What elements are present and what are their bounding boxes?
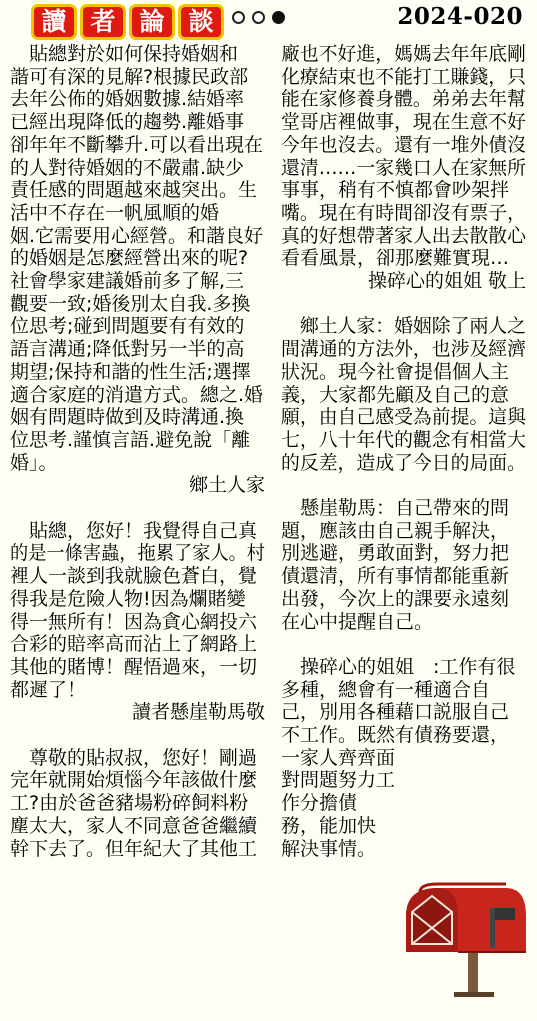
text-line: 塵太大，家人不同意爸爸繼續 xyxy=(10,814,258,837)
letter-text xyxy=(10,747,265,861)
text-line: 真的好想帶著家人出去散散心 xyxy=(281,224,527,247)
text-line: 義，大家都先顧及自己的意 xyxy=(281,383,510,406)
text-line: 社會學家建議婚前多了解,三 xyxy=(10,270,245,293)
text-line: 姻.它需要用心經營。和諧良好 xyxy=(10,224,264,247)
text-line: 姻有問題時做到及時溝通.換 xyxy=(10,406,245,429)
text-line: 期望;保持和諧的性生活;選擇 xyxy=(10,360,251,383)
letter-signature: 鄉土人家 xyxy=(188,474,265,497)
reply-text xyxy=(281,315,526,474)
text-line: 別逃避，勇敢面對，努力把 xyxy=(281,542,510,565)
issue-number: 2024-020 xyxy=(397,3,523,30)
text-line: 的反差，造成了今日的局面。 xyxy=(281,451,527,474)
text-line: 觀要一致;婚後別太自我.多換 xyxy=(10,292,251,315)
column-header xyxy=(0,0,537,40)
letter-text xyxy=(10,520,265,702)
text-line: 債還清，所有事情都能重新 xyxy=(281,565,510,588)
text-line: 活中不存在一帆風順的婚 xyxy=(10,201,220,224)
text-line: 嘴。現在有時間卻沒有票子， xyxy=(281,201,527,224)
text-line: 七，八十年代的觀念有相當大 xyxy=(281,428,527,451)
text-line: 題，應該由自己親手解決， xyxy=(281,519,510,542)
text-line: 一家人齊齊面 xyxy=(281,746,396,769)
title-char-badge: 讀 xyxy=(31,4,77,40)
text-line: 鄉土人家：婚姻除了兩人之 xyxy=(281,315,527,338)
right-column xyxy=(281,43,526,860)
text-line: 解決事情。 xyxy=(281,837,377,860)
text-line: 狀況。現今社會提倡個人主 xyxy=(281,360,510,383)
text-line: 操碎心的姐姐 :工作有很 xyxy=(281,655,516,678)
text-line: 位思考.謹慎言語.避免說「離 xyxy=(10,428,251,451)
reply-text xyxy=(281,656,526,860)
letter-signature: 讀者懸崖勒馬敬 xyxy=(131,701,265,724)
text-line: 貼總，您好！我覺得自己真 xyxy=(10,519,258,542)
left-column xyxy=(10,43,265,860)
text-line: 懸崖勒馬：自己帶來的問 xyxy=(281,497,510,520)
text-line: 卻年年不斷攀升.可以看出現在 xyxy=(10,133,264,156)
text-line: 不工作。既然有債務要還， xyxy=(281,724,510,747)
letter-text xyxy=(281,43,526,270)
mailbox-flag-pole xyxy=(490,908,495,948)
text-line: 堂哥店裡做事，現在生意不好 xyxy=(281,111,527,134)
text-line: 幹下去了。但年紀大了其他工 xyxy=(10,837,258,860)
text-line: 位思考;碰到問題要有有效的 xyxy=(10,315,245,338)
text-line: 務，能加快 xyxy=(281,814,377,837)
hollow-circle-icon xyxy=(252,11,265,24)
text-line: 去年公佈的婚姻數據.結婚率 xyxy=(10,88,245,111)
text-line: 還清……一家幾口人在家無所 xyxy=(281,156,527,179)
letter-signature: 操碎心的姐姐 敬上 xyxy=(367,270,526,293)
text-line: 尊敬的貼叔叔，您好！剛過 xyxy=(10,746,258,769)
text-line: 間溝通的方法外，也涉及經濟 xyxy=(281,338,527,361)
text-line: 其他的賭博！醒悟過來，一切 xyxy=(10,655,258,678)
title-char-badge: 者 xyxy=(80,4,126,40)
text-line: 願，由自己感受為前提。這與 xyxy=(281,406,527,429)
text-line: 工?由於爸爸豬場粉碎飼料粉 xyxy=(10,792,249,815)
text-line: 語言溝通;降低對另一半的高 xyxy=(10,338,245,361)
text-line: 今年也沒去。還有一堆外債沒 xyxy=(281,133,527,156)
title-char-badge: 論 xyxy=(129,4,175,40)
text-line: 出發，今次上的課要永遠刻 xyxy=(281,587,510,610)
text-line: 的人對待婚姻的不嚴肅.缺少 xyxy=(10,156,245,179)
text-line: 在心中提醒自己。 xyxy=(281,610,434,633)
text-line: 完年就開始煩惱今年該做什麼 xyxy=(10,769,258,792)
text-line: 廠也不好進，媽媽去年年底剛 xyxy=(281,43,527,65)
text-line: 的是一條害蟲，拖累了家人。村 xyxy=(10,542,266,565)
text-line: 的婚姻是怎麼經營出來的呢? xyxy=(10,247,249,270)
mailbox-post xyxy=(468,950,478,996)
text-line: 得一無所有！因為貪心網投六 xyxy=(10,610,258,633)
text-line: 看看風景，卻那麼難實現… xyxy=(281,247,510,270)
text-line: 能在家修養身體。弟弟去年幫 xyxy=(281,88,527,111)
text-line: 得我是危險人物!因為爛賭變 xyxy=(10,587,246,610)
text-line: 適合家庭的消遣方式。總之.婚 xyxy=(10,383,264,406)
text-line: 都遲了！ xyxy=(10,678,87,701)
text-line: 事事，稍有不慎都會吵架拌 xyxy=(281,179,510,202)
text-line: 化療結束也不能打工賺錢，只 xyxy=(281,65,527,88)
text-line: 作分擔債 xyxy=(281,792,358,815)
letter-text xyxy=(10,43,265,474)
text-line: 責任感的問題越來越突出。生 xyxy=(10,179,258,202)
text-line: 對問題努力工 xyxy=(281,769,396,792)
text-line: 多種，總會有一種適合自 xyxy=(281,678,491,701)
reply-text xyxy=(281,497,526,633)
title-char-badge: 談 xyxy=(178,4,224,40)
mailbox-flag xyxy=(495,908,515,920)
text-line: 諧可有深的見解?根據民政部 xyxy=(10,65,249,88)
text-line: 貼總對於如何保持婚姻和 xyxy=(10,43,239,65)
text-line: 婚」。 xyxy=(10,451,58,474)
mailbox-illustration xyxy=(398,878,530,998)
hollow-circle-icon xyxy=(232,11,245,24)
text-line: 已經出現降低的趨勢.離婚事 xyxy=(10,111,245,134)
text-line: 己，別用各種藉口説服自己 xyxy=(281,701,510,724)
text-line: 裡人一談到我就臉色蒼白，覺 xyxy=(10,565,258,588)
text-line: 合彩的賠率高而沾上了網路上 xyxy=(10,633,258,656)
filled-circle-icon xyxy=(272,11,285,24)
mailbox-base xyxy=(454,992,494,997)
